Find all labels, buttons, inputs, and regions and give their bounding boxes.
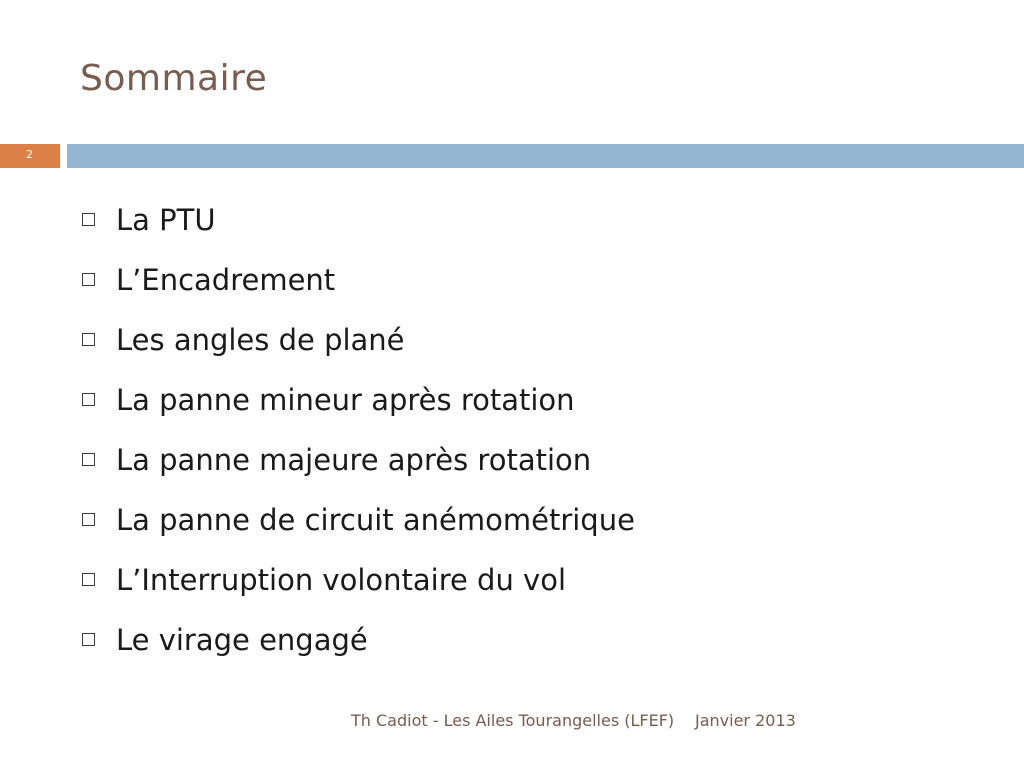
list-item <box>82 550 635 610</box>
list-item-label: Le virage engagé <box>116 623 368 657</box>
list-item <box>82 610 635 670</box>
square-bullet-icon <box>82 393 95 406</box>
square-bullet-icon <box>82 633 95 646</box>
header-band <box>0 144 1024 168</box>
slide-number: 2 <box>26 148 33 161</box>
square-bullet-icon <box>82 333 95 346</box>
list-item-label: Les angles de plané <box>116 323 405 357</box>
square-bullet-icon <box>82 513 95 526</box>
accent-bar <box>67 144 1024 168</box>
list-item <box>82 190 635 250</box>
list-item-label: L’Interruption volontaire du vol <box>116 563 567 597</box>
footer-date: Janvier 2013 <box>695 711 796 730</box>
list-item <box>82 490 635 550</box>
list-item-label: La panne majeure après rotation <box>116 443 592 477</box>
square-bullet-icon <box>82 273 95 286</box>
list-item-label: La panne de circuit anémométrique <box>116 503 635 537</box>
square-bullet-icon <box>82 573 95 586</box>
list-item <box>82 310 635 370</box>
list-item <box>82 430 635 490</box>
list-item-label: La panne mineur après rotation <box>116 383 575 417</box>
footer-author: Th Cadiot - Les Ailes Tourangelles (LFEF) <box>351 711 675 730</box>
slide-title: Sommaire <box>80 58 268 99</box>
square-bullet-icon <box>82 453 95 466</box>
agenda-list <box>82 190 635 670</box>
list-item <box>82 250 635 310</box>
list-item-label: L’Encadrement <box>116 263 336 297</box>
square-bullet-icon <box>82 213 95 226</box>
list-item-label: La PTU <box>116 203 216 237</box>
list-item <box>82 370 635 430</box>
